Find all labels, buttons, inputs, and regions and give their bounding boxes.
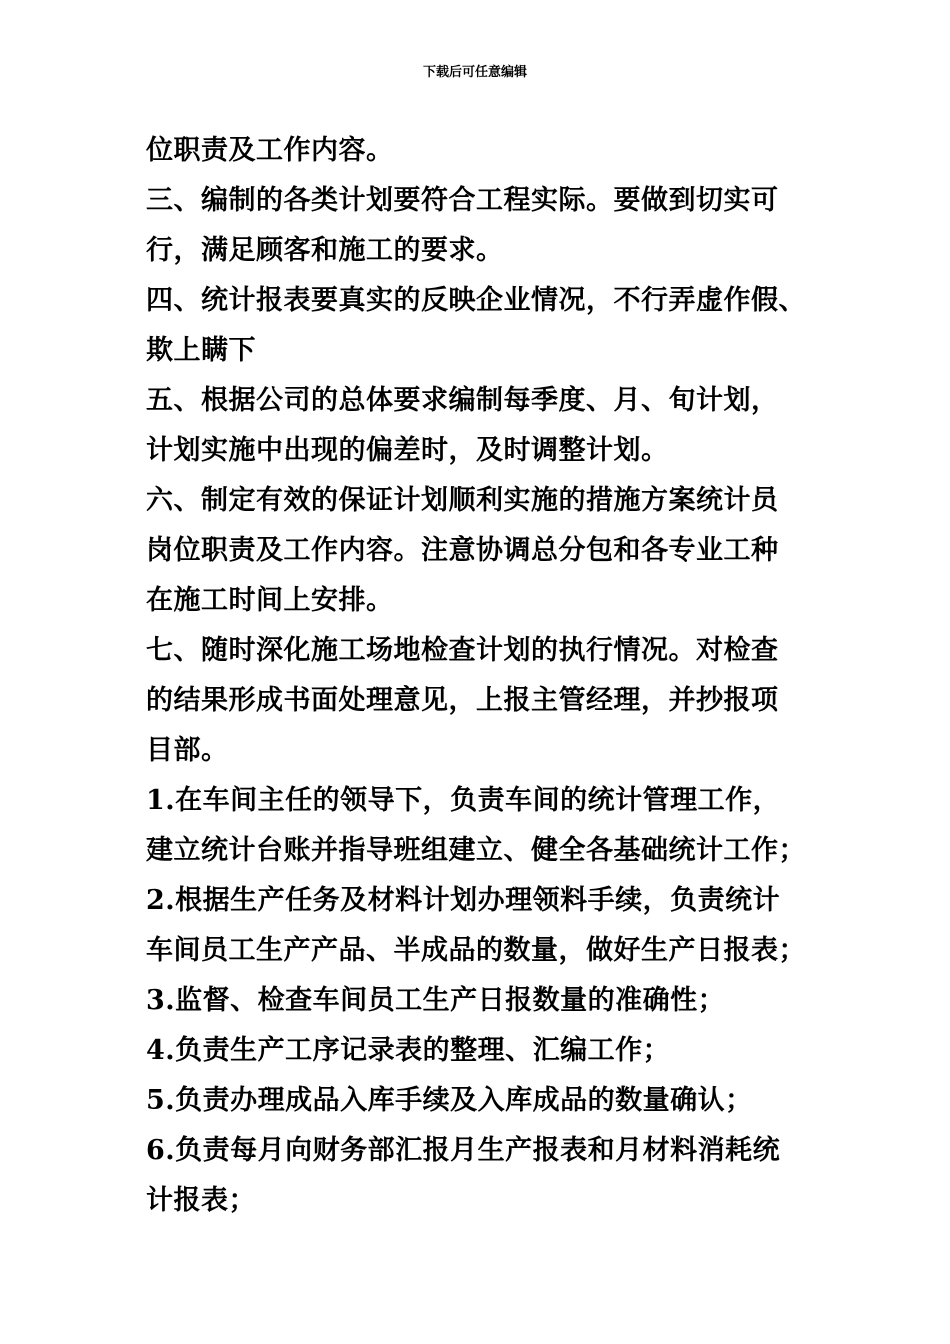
page-header: 下载后可任意编辑	[422, 65, 527, 80]
text-line: 计报表；	[146, 1185, 256, 1216]
text-line: 3.监督、检查车间员工生产日报数量的准确性；	[146, 985, 726, 1016]
document-body	[146, 126, 846, 1226]
text-line: 位职责及工作内容。	[146, 135, 394, 166]
text-line: 岗位职责及工作内容。注意协调总分包和各专业工种	[146, 535, 779, 566]
text-line: 行，满足顾客和施工的要求。	[146, 235, 504, 266]
text-line: 六、制定有效的保证计划顺利实施的措施方案统计员	[146, 485, 779, 516]
text-line: 5.负责办理成品入库手续及入库成品的数量确认；	[146, 1085, 753, 1116]
text-line: 欺上瞒下	[146, 335, 256, 366]
text-line: 1.在车间主任的领导下，负责车间的统计管理工作，	[146, 785, 781, 816]
text-line: 计划实施中出现的偏差时，及时调整计划。	[146, 435, 669, 466]
text-line: 建立统计台账并指导班组建立、健全各基础统计工作；	[146, 835, 806, 866]
text-line: 四、统计报表要真实的反映企业情况，不行弄虚作假、	[146, 285, 806, 316]
text-line: 车间员工生产产品、半成品的数量，做好生产日报表；	[146, 935, 806, 966]
text-line: 七、随时深化施工场地检查计划的执行情况。对检查	[146, 635, 779, 666]
text-line: 的结果形成书面处理意见，上报主管经理，并抄报项	[146, 685, 779, 716]
text-line: 三、编制的各类计划要符合工程实际。要做到切实可	[146, 185, 779, 216]
text-line: 4.负责生产工序记录表的整理、汇编工作；	[146, 1035, 671, 1066]
text-line: 在施工时间上安排。	[146, 585, 394, 616]
text-line: 目部。	[146, 735, 229, 766]
text-line: 6.负责每月向财务部汇报月生产报表和月材料消耗统	[146, 1135, 781, 1166]
text-line: 2.根据生产任务及材料计划办理领料手续，负责统计	[146, 885, 781, 916]
text-line: 五、根据公司的总体要求编制每季度、月、旬计划，	[146, 385, 779, 416]
